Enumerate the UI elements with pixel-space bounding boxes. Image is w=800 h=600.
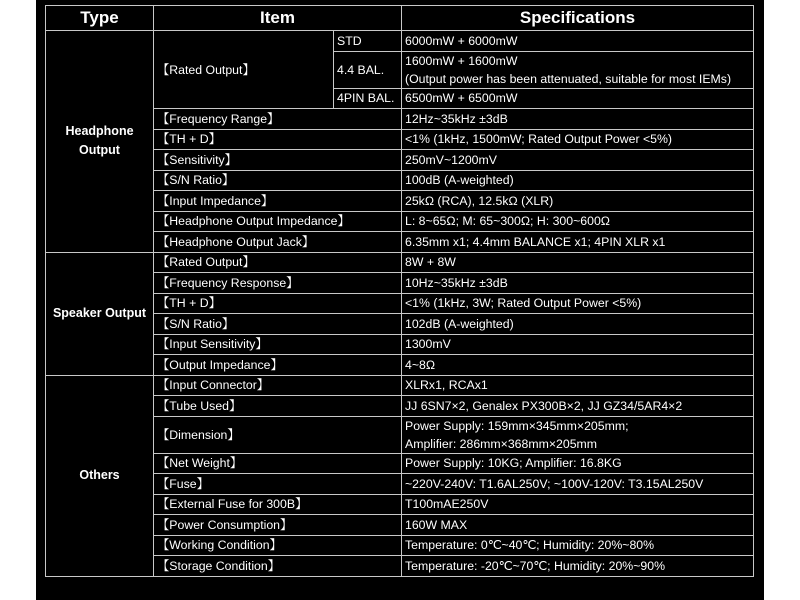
spec-value-line: 250mV~1200mV — [405, 152, 497, 167]
spec-value-line: XLRx1, RCAx1 — [405, 378, 488, 393]
spec-value — [402, 191, 754, 212]
item-label: 【Frequency Range】 — [154, 109, 402, 130]
item-label: 【External Fuse for 300B】 — [154, 494, 402, 515]
spec-value — [402, 453, 754, 474]
item-label: 【Working Condition】 — [154, 535, 402, 556]
item-label: 【TH + D】 — [154, 293, 402, 314]
spec-value — [402, 129, 754, 150]
spec-value — [402, 211, 754, 232]
item-label: 【Input Sensitivity】 — [154, 334, 402, 355]
spec-value-line: <1% (1kHz, 1500mW; Rated Output Power <5%) — [405, 132, 673, 147]
item-label: 【Power Consumption】 — [154, 515, 402, 536]
spec-value-line: Power Supply: 10KG; Amplifier: 16.8KG — [405, 456, 622, 471]
sub-item-label: 4PIN BAL. — [334, 88, 402, 109]
spec-value — [402, 474, 754, 495]
spec-value-line: JJ 6SN7×2, Genalex PX300B×2, JJ GZ34/5AR4×2 — [405, 398, 683, 413]
spec-value — [402, 355, 754, 376]
spec-value-line: 6.35mm x1; 4.4mm BALANCE x1; 4PIN XLR x1 — [405, 234, 666, 249]
spec-value — [402, 515, 754, 536]
spec-value-line: ~220V-240V: T1.6AL250V; ~100V-120V: T3.15AL250V — [405, 476, 704, 491]
item-rated-output: 【Rated Output】 — [154, 31, 334, 109]
spec-value — [402, 252, 754, 273]
item-label: 【Output Impedance】 — [154, 355, 402, 376]
spec-value-line: Temperature: -20℃~70℃; Humidity: 20%~90% — [405, 558, 666, 573]
spec-value-line: Power Supply: 159mm×345mm×205mm; — [405, 418, 629, 433]
spec-value — [402, 31, 754, 52]
item-label: 【Headphone Output Jack】 — [154, 232, 402, 253]
spec-value-line: (Output power has been attenuated, suitable for most IEMs) — [405, 71, 732, 86]
spec-value-line: 1300mV — [405, 337, 451, 352]
sub-item-label: STD — [334, 31, 402, 52]
spec-value-line: Amplifier: 286mm×368mm×205mm — [405, 436, 598, 451]
spec-value — [402, 314, 754, 335]
spec-value — [402, 375, 754, 396]
header-item: Item — [154, 6, 402, 31]
spec-value-line: <1% (1kHz, 3W; Rated Output Power <5%) — [405, 296, 642, 311]
type-headphone-output: Headphone Output — [46, 31, 154, 253]
type-others: Others — [46, 375, 154, 576]
item-label: 【S/N Ratio】 — [154, 170, 402, 191]
item-label: 【Fuse】 — [154, 474, 402, 495]
spec-value-line: 12Hz~35kHz ±3dB — [405, 111, 508, 126]
header-spec: Specifications — [402, 6, 754, 31]
item-label: 【Headphone Output Impedance】 — [154, 211, 402, 232]
spec-value-line: 25kΩ (RCA), 12.5kΩ (XLR) — [405, 193, 554, 208]
spec-value-line: L: 8~65Ω; M: 65~300Ω; H: 300~600Ω — [405, 214, 610, 229]
spec-value — [402, 232, 754, 253]
spec-value — [402, 416, 754, 453]
spec-value — [402, 273, 754, 294]
spec-value — [402, 170, 754, 191]
item-label: 【Sensitivity】 — [154, 150, 402, 171]
item-label: 【S/N Ratio】 — [154, 314, 402, 335]
spec-value-line: 1600mW + 1600mW — [405, 53, 518, 68]
item-label: 【Dimension】 — [154, 416, 402, 453]
spec-value-line: T100mAE250V — [405, 497, 489, 512]
item-label: 【Input Impedance】 — [154, 191, 402, 212]
item-label: 【Tube Used】 — [154, 396, 402, 417]
spec-value — [402, 150, 754, 171]
item-label: 【Input Connector】 — [154, 375, 402, 396]
spec-value-line: 6500mW + 6500mW — [405, 91, 518, 106]
spec-value-line: 8W + 8W — [405, 255, 456, 270]
spec-value — [402, 494, 754, 515]
sub-item-label: 4.4 BAL. — [334, 51, 402, 88]
spec-value-line: 102dB (A-weighted) — [405, 316, 514, 331]
spec-value — [402, 535, 754, 556]
table-row — [46, 252, 754, 273]
spec-value — [402, 556, 754, 577]
table-row — [46, 31, 754, 52]
spec-value — [402, 51, 754, 88]
spec-value — [402, 109, 754, 130]
spec-value — [402, 396, 754, 417]
header-type: Type — [46, 6, 154, 31]
header-row — [46, 6, 754, 31]
spec-table — [45, 5, 754, 577]
item-label: 【Net Weight】 — [154, 453, 402, 474]
spec-value-line: 160W MAX — [405, 517, 468, 532]
spec-value — [402, 88, 754, 109]
spec-value-line: 100dB (A-weighted) — [405, 173, 514, 188]
spec-value-line: 6000mW + 6000mW — [405, 33, 518, 48]
item-label: 【TH + D】 — [154, 129, 402, 150]
spec-value — [402, 334, 754, 355]
item-label: 【Frequency Response】 — [154, 273, 402, 294]
type-speaker: Speaker Output — [46, 252, 154, 375]
spec-value — [402, 293, 754, 314]
item-label: 【Rated Output】 — [154, 252, 402, 273]
item-label: 【Storage Condition】 — [154, 556, 402, 577]
spec-value-line: 4~8Ω — [405, 357, 436, 372]
spec-value-line: 10Hz~35kHz ±3dB — [405, 275, 508, 290]
table-row — [46, 375, 754, 396]
spec-value-line: Temperature: 0℃~40℃; Humidity: 20%~80% — [405, 538, 655, 553]
